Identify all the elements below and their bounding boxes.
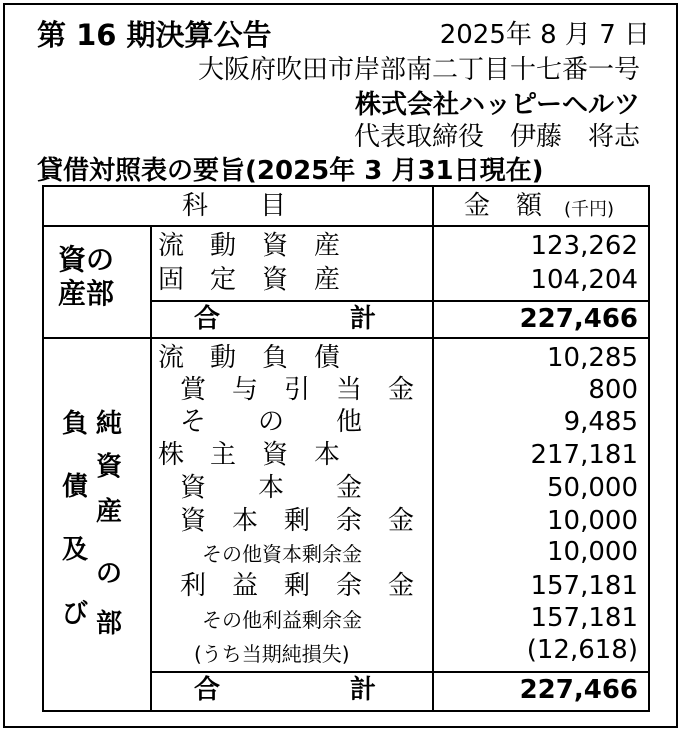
header-unit: (千円): [564, 199, 615, 220]
notice-date: 2025年 8 月 7 日: [439, 20, 650, 50]
liab-row-label: 資 本 剰 余 金: [180, 506, 415, 536]
liab-char: 産: [96, 497, 123, 527]
liab-total-label: 合 計: [194, 675, 377, 705]
liab-row-label: (うち当期純損失): [194, 642, 350, 666]
company-address: 大阪府吹田市岸部南二丁目十七番一号: [197, 55, 640, 85]
liab-char: 部: [96, 609, 123, 639]
representative: 代表取締役 伊藤 将志: [353, 122, 640, 152]
liab-row-label: 利 益 剰 余 金: [180, 571, 415, 601]
asset-row-value: 123,262: [530, 231, 638, 261]
liab-char: 債: [62, 472, 89, 502]
liab-total-value: 227,466: [519, 675, 638, 705]
liab-row-value: 157,181: [530, 571, 638, 601]
asset-row-label: 固 定 資 産: [158, 265, 341, 295]
header-item: 科 目: [181, 191, 286, 221]
liab-char: 及: [62, 535, 89, 565]
liab-row-label: 資 本 金: [180, 473, 363, 503]
asset-row-label: 流 動 資 産: [158, 231, 341, 261]
assets-total-label: 合 計: [194, 304, 377, 334]
liab-row-label: その他利益剰余金: [202, 608, 362, 632]
liab-row-label: 流 動 負 債: [158, 343, 341, 373]
liab-row-value: 10,000: [547, 506, 638, 536]
company-name: 株式会社ハッピーヘルツ: [355, 90, 640, 120]
liab-row-value: 800: [588, 375, 638, 405]
header-amount: 金 額: [464, 191, 543, 221]
liab-row-value: (12,618): [526, 635, 638, 665]
liab-row-label: 賞 与 引 当 金: [180, 375, 415, 405]
liab-row-value: 157,181: [530, 603, 638, 633]
balance-sheet-table: [42, 185, 650, 712]
balance-sheet-subtitle: 貸借対照表の要旨(2025年 3 月31日現在): [37, 156, 544, 186]
liab-char: 資: [96, 452, 123, 482]
notice-title: 第 16 期決算公告: [37, 18, 272, 52]
liab-row-value: 50,000: [547, 473, 638, 503]
liab-char: の: [96, 559, 123, 589]
liab-char: 負: [62, 409, 89, 439]
liab-char: び: [62, 599, 89, 629]
asset-row-value: 104,204: [530, 265, 638, 295]
assets-label-1: 資の: [58, 243, 115, 276]
liab-row-label: 株 主 資 本: [158, 440, 341, 470]
liab-row-label: そ の 他: [180, 407, 363, 437]
assets-total-value: 227,466: [519, 304, 638, 334]
liab-row-label: その他資本剰余金: [202, 542, 362, 566]
assets-label-2: 産部: [58, 277, 115, 310]
liab-row-value: 9,485: [563, 407, 638, 437]
liab-row-value: 10,285: [547, 343, 638, 373]
liab-row-value: 10,000: [547, 537, 638, 567]
liab-row-value: 217,181: [530, 440, 638, 470]
liab-char: 純: [96, 409, 123, 439]
